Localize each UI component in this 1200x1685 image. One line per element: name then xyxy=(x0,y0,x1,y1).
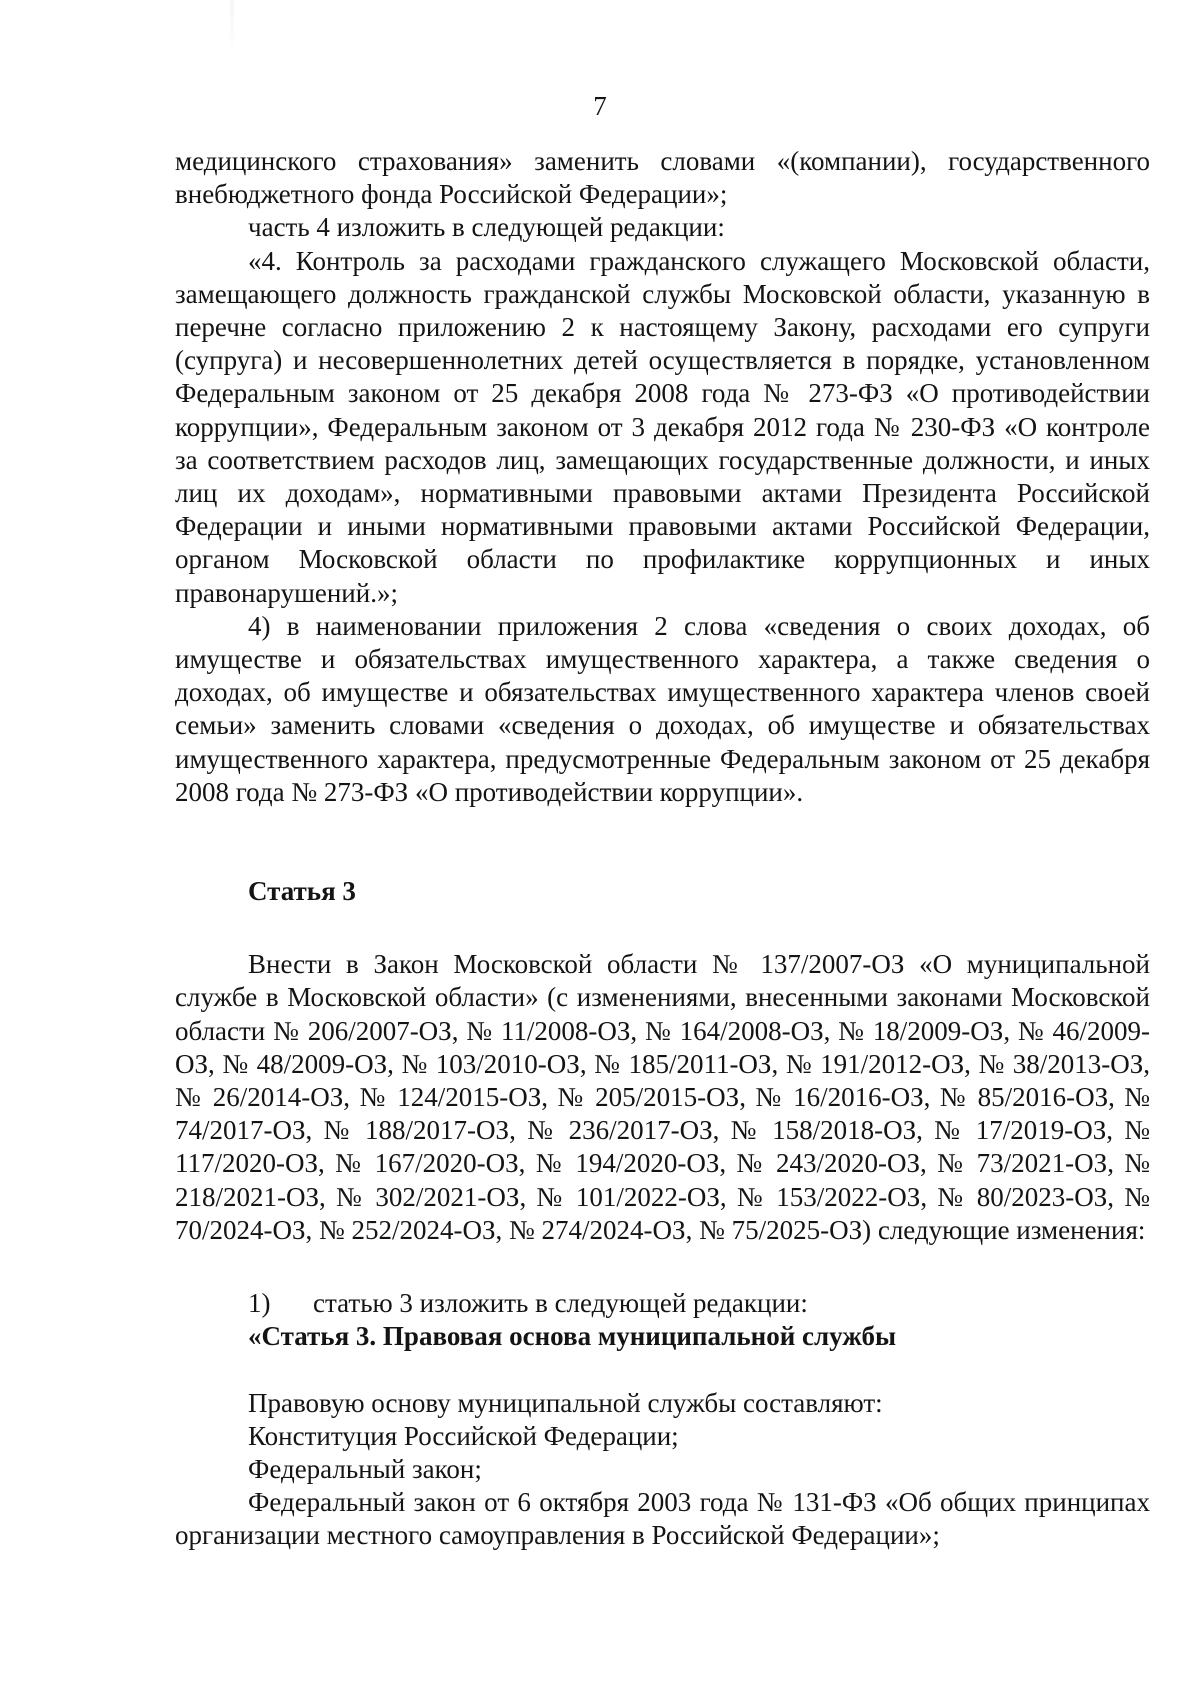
scan-artifact xyxy=(230,0,234,55)
spacer xyxy=(175,908,1150,948)
list-item-1 xyxy=(175,1287,1150,1320)
paragraph-continuation: медицинского страхования» заменить словами «(компании), государственного внебюджетного фонда Российской Федерации»; xyxy=(175,146,1150,210)
page-number: 7 xyxy=(593,91,607,121)
paragraph-part-4-text: «4. Контроль за расходами гражданского служащего Московской области, замещающего должность гражданской службы Московской области, указанную в перечне согласно приложению 2 к настоящему Закону, расходами его супруги (супруга) и несовершеннолетних детей осуществляется в порядке, установленном Федеральным законом от 25 декабря 2008 года № 273-ФЗ «О противодействии коррупции», Федеральным законом от 3 декабря 2012 года № 230-ФЗ «О контроле за соответствием расходов лиц, замещающих государственные должности, и иных лиц их доходам», нормативными правовыми актами Президента Российской Федерации и иными нормативными правовыми актами Российской Федерации, органом Московской области по профилактике коррупционных и иных правонарушений.»; xyxy=(175,245,1150,608)
spacer xyxy=(175,809,1150,875)
article-intro-paragraph: Внести в Закон Московской области № 137/2007-ОЗ «О муниципальной службе в Московской области» (с изменениями, внесенными законами Московской области № 206/2007-ОЗ, № 11/2008-ОЗ, № 164/2008-ОЗ, № 18/2009-ОЗ, № 46/2009-ОЗ, № 48/2009-ОЗ, № 103/2010-ОЗ, № 185/2011-ОЗ, № 191/2012-ОЗ, № 38/2013-ОЗ, № 26/2014-ОЗ, № 124/2015-ОЗ, № 205/2015-ОЗ, № 16/2016-ОЗ, № 85/2016-ОЗ, № 74/2017-ОЗ, № 188/2017-ОЗ, № 236/2017-ОЗ, № 158/2018-ОЗ, № 17/2019-ОЗ, № 117/2020-ОЗ, № 167/2020-ОЗ, № 194/2020-ОЗ, № 243/2020-ОЗ, № 73/2021-ОЗ, № 218/2021-ОЗ, № 302/2021-ОЗ, № 101/2022-ОЗ, № 153/2022-ОЗ, № 80/2023-ОЗ, № 70/2024-ОЗ, № 252/2024-ОЗ, № 274/2024-ОЗ, № 75/2025-ОЗ) следующие изменения: xyxy=(175,949,1150,1245)
spacer xyxy=(175,1354,1150,1387)
list-item-number: 1) xyxy=(248,1288,271,1319)
paragraph-part-4-intro: часть 4 изложить в следующей редакции: xyxy=(248,212,725,243)
legal-basis-line: Конституция Российской Федерации; xyxy=(248,1420,679,1451)
paragraph-item-4: 4) в наименовании приложения 2 слова «сведения о своих доходах, об имуществе и обязательствах имущественного характера, а также сведения о доходах, об имуществе и обязательствах имущественного характера членов своей семьи» заменить словами «сведения о доходах, об имуществе и обязательствах имущественного характера, предусмотренные Федеральным законом от 25 декабря 2008 года № 273-ФЗ «О противодействии коррупции». xyxy=(175,610,1150,807)
document-body xyxy=(175,145,1150,1553)
article-heading: Статья 3 xyxy=(248,876,356,907)
list-item-text: статью 3 изложить в следующей редакции: xyxy=(313,1288,808,1319)
legal-basis-line: Правовую основу муниципальной службы составляют: xyxy=(248,1387,883,1418)
spacer xyxy=(175,1247,1150,1287)
new-article-title: «Статья 3. Правовая основа муниципальной службы xyxy=(248,1321,897,1352)
legal-basis-line: Федеральный закон; xyxy=(248,1453,482,1484)
paragraph-last: Федеральный закон от 6 октября 2003 года № 131-ФЗ «Об общих принципах организации местного самоуправления в Российской Федерации»; xyxy=(175,1487,1150,1551)
